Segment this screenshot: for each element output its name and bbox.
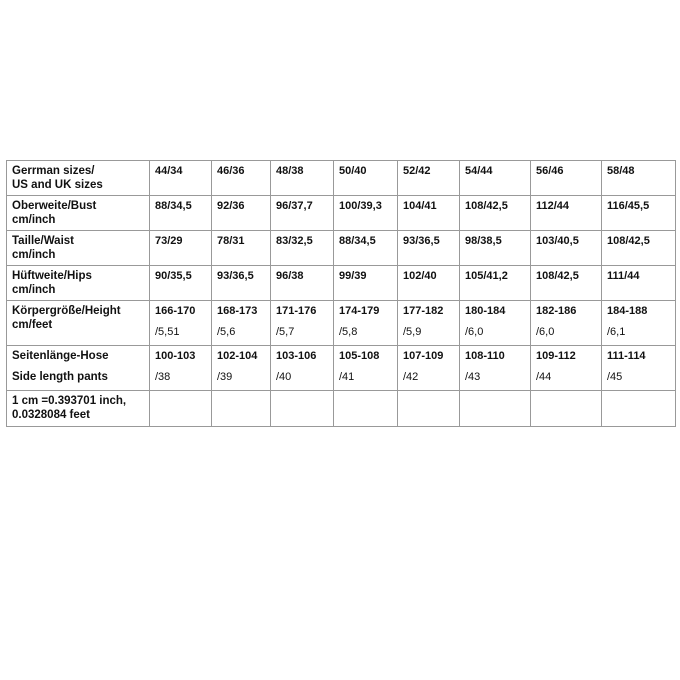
hips-label-line1: Hüftweite/Hips [12,270,92,282]
pants-value-cell [460,346,531,391]
pants-value-cell [150,346,212,391]
pants-inch: /40 [276,371,292,383]
bust-value: 104/41 [398,196,460,231]
pants-value-cell [602,346,676,391]
hips-value: 102/40 [398,266,460,301]
pants-inch: /41 [339,371,355,383]
bust-value: 92/36 [212,196,271,231]
height-value-cell [398,301,460,346]
height-value-cell [334,301,398,346]
pants-value-cell [212,346,271,391]
height-label-line2: cm/feet [12,319,53,331]
height-value-cell [531,301,602,346]
height-cm: 174-179 [339,305,380,317]
pants-row [7,346,676,391]
waist-value: 73/29 [150,231,212,266]
empty-cell [150,391,212,427]
waist-label-line1: Taille/Waist [12,235,74,247]
size-header: 44/34 [150,161,212,196]
hips-row [7,266,676,301]
hips-value: 105/41,2 [460,266,531,301]
hips-label-cell [7,266,150,301]
height-label-cell [7,301,150,346]
size-header: 46/36 [212,161,271,196]
waist-value: 78/31 [212,231,271,266]
bust-label-line1: Oberweite/Bust [12,200,97,212]
header-label-cell [7,161,150,196]
waist-value: 103/40,5 [531,231,602,266]
pants-value-cell [531,346,602,391]
hips-value: 108/42,5 [531,266,602,301]
pants-cm: 105-108 [339,350,380,362]
size-header: 54/44 [460,161,531,196]
hips-value: 99/39 [334,266,398,301]
pants-inch: /44 [536,371,552,383]
height-feet: /5,7 [276,326,295,338]
conversion-note-line2: 0.0328084 feet [12,409,91,421]
hips-value: 93/36,5 [212,266,271,301]
bust-label-cell [7,196,150,231]
pants-cm: 108-110 [465,350,505,362]
conversion-note-cell [7,391,150,427]
size-header: 58/48 [602,161,676,196]
waist-row [7,231,676,266]
empty-cell [334,391,398,427]
height-feet: /5,6 [217,326,236,338]
pants-cm: 100-103 [155,350,196,362]
height-feet: /6,0 [536,326,555,338]
bust-value: 96/37,7 [271,196,334,231]
pants-cm: 103-106 [276,350,317,362]
pants-inch: /45 [607,371,623,383]
height-cm: 182-186 [536,305,577,317]
empty-cell [531,391,602,427]
waist-label-line2: cm/inch [12,249,56,261]
height-value-cell [271,301,334,346]
height-feet: /6,1 [607,326,626,338]
height-cm: 171-176 [276,305,317,317]
height-value-cell [602,301,676,346]
hips-label-line2: cm/inch [12,284,56,296]
empty-cell [398,391,460,427]
size-header: 52/42 [398,161,460,196]
pants-value-cell [271,346,334,391]
empty-cell [460,391,531,427]
height-cm: 180-184 [465,305,506,317]
empty-cell [271,391,334,427]
height-cm: 166-170 [155,305,196,317]
height-feet: /5,9 [403,326,422,338]
bust-label-line2: cm/inch [12,214,56,226]
size-header: 56/46 [531,161,602,196]
height-label-line1: Körpergröße/Height [12,305,121,317]
size-header: 50/40 [334,161,398,196]
pants-cm: 102-104 [217,350,258,362]
pants-inch: /38 [155,371,171,383]
pants-value-cell [334,346,398,391]
hips-value: 111/44 [602,266,676,301]
pants-label-line1: Seitenlänge-Hose [12,350,109,362]
height-cm: 184-188 [607,305,648,317]
height-feet: /6,0 [465,326,484,338]
waist-value: 108/42,5 [602,231,676,266]
hips-value: 90/35,5 [150,266,212,301]
waist-value: 98/38,5 [460,231,531,266]
conversion-note-line1: 1 cm =0.393701 inch, [12,395,127,407]
header-row [7,161,676,196]
bust-row [7,196,676,231]
pants-label-line2: Side length pants [12,371,108,383]
pants-cm: 107-109 [403,350,444,362]
header-label-line2: US and UK sizes [12,179,103,191]
header-label-line1: Gerrman sizes/ [12,165,95,177]
pants-cm: 109-112 [536,350,576,362]
bust-value: 88/34,5 [150,196,212,231]
pants-label-cell [7,346,150,391]
bust-value: 108/42,5 [460,196,531,231]
pants-inch: /43 [465,371,481,383]
bust-value: 116/45,5 [602,196,676,231]
hips-value: 96/38 [271,266,334,301]
pants-value-cell [398,346,460,391]
waist-value: 83/32,5 [271,231,334,266]
conversion-note-row [7,391,676,427]
size-chart-table [6,160,676,427]
height-value-cell [150,301,212,346]
height-feet: /5,51 [155,326,180,338]
height-value-cell [460,301,531,346]
waist-value: 88/34,5 [334,231,398,266]
height-value-cell [212,301,271,346]
waist-value: 93/36,5 [398,231,460,266]
pants-inch: /42 [403,371,419,383]
bust-value: 112/44 [531,196,602,231]
height-cm: 177-182 [403,305,444,317]
height-row [7,301,676,346]
height-feet: /5,8 [339,326,358,338]
pants-inch: /39 [217,371,233,383]
empty-cell [212,391,271,427]
empty-cell [602,391,676,427]
height-cm: 168-173 [217,305,258,317]
pants-cm: 111-114 [607,350,646,362]
waist-label-cell [7,231,150,266]
size-header: 48/38 [271,161,334,196]
bust-value: 100/39,3 [334,196,398,231]
